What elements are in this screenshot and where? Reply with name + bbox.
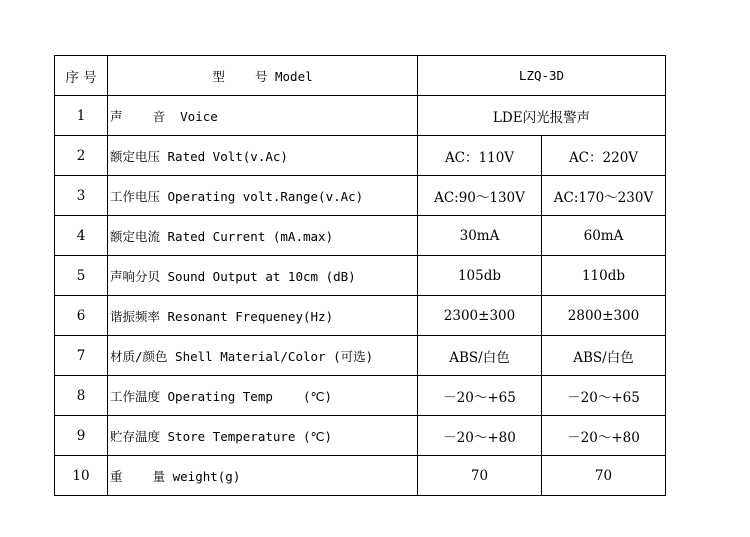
row-item: 声 音 Voice xyxy=(108,96,418,136)
row-value-a: 30mA xyxy=(418,216,542,256)
row-no: 10 xyxy=(55,456,108,496)
table-row xyxy=(55,176,666,216)
table-row xyxy=(55,376,666,416)
row-value-b: ABS/白色 xyxy=(542,336,666,376)
row-value-a: 70 xyxy=(418,456,542,496)
table-row xyxy=(55,416,666,456)
spec-table xyxy=(54,55,666,496)
row-value-b: 2800±300 xyxy=(542,296,666,336)
row-value-b: 70 xyxy=(542,456,666,496)
table-row xyxy=(55,96,666,136)
row-value-a: －20～+80 xyxy=(418,416,542,456)
row-item: 贮存温度 Store Temperature (℃) xyxy=(108,416,418,456)
table-row xyxy=(55,136,666,176)
table-row xyxy=(55,256,666,296)
row-value-b: －20～+80 xyxy=(542,416,666,456)
row-value-a: －20～+65 xyxy=(418,376,542,416)
row-value-a: AC:90～130V xyxy=(418,176,542,216)
row-no: 6 xyxy=(55,296,108,336)
table-row xyxy=(55,216,666,256)
row-no: 3 xyxy=(55,176,108,216)
row-value-b: －20～+65 xyxy=(542,376,666,416)
row-item: 额定电流 Rated Current (mA.max) xyxy=(108,216,418,256)
row-no: 5 xyxy=(55,256,108,296)
row-no: 2 xyxy=(55,136,108,176)
row-value-a: AC：110V xyxy=(418,136,542,176)
row-value-a: 2300±300 xyxy=(418,296,542,336)
table-row xyxy=(55,296,666,336)
row-item: 工作电压 Operating volt.Range(v.Ac) xyxy=(108,176,418,216)
row-no: 8 xyxy=(55,376,108,416)
row-value: LDE闪光报警声 xyxy=(418,96,666,136)
row-item: 额定电压 Rated Volt(v.Ac) xyxy=(108,136,418,176)
row-no: 9 xyxy=(55,416,108,456)
row-item: 谐振频率 Resonant Frequeney(Hz) xyxy=(108,296,418,336)
header-model: LZQ-3D xyxy=(418,56,666,96)
row-value-b: AC：220V xyxy=(542,136,666,176)
row-value-a: 105db xyxy=(418,256,542,296)
row-item: 声响分贝 Sound Output at 10cm (dB) xyxy=(108,256,418,296)
row-value-b: 110db xyxy=(542,256,666,296)
row-no: 7 xyxy=(55,336,108,376)
header-row xyxy=(55,56,666,96)
header-item: 型 号 Model xyxy=(108,56,418,96)
row-no: 4 xyxy=(55,216,108,256)
table-row xyxy=(55,336,666,376)
row-item: 工作温度 Operating Temp (℃) xyxy=(108,376,418,416)
row-value-b: AC:170～230V xyxy=(542,176,666,216)
row-value-b: 60mA xyxy=(542,216,666,256)
row-item: 重 量 weight(g) xyxy=(108,456,418,496)
row-no: 1 xyxy=(55,96,108,136)
row-item: 材质/颜色 Shell Material/Color (可选) xyxy=(108,336,418,376)
table-row xyxy=(55,456,666,496)
row-value-a: ABS/白色 xyxy=(418,336,542,376)
header-no: 序 号 xyxy=(55,56,108,96)
